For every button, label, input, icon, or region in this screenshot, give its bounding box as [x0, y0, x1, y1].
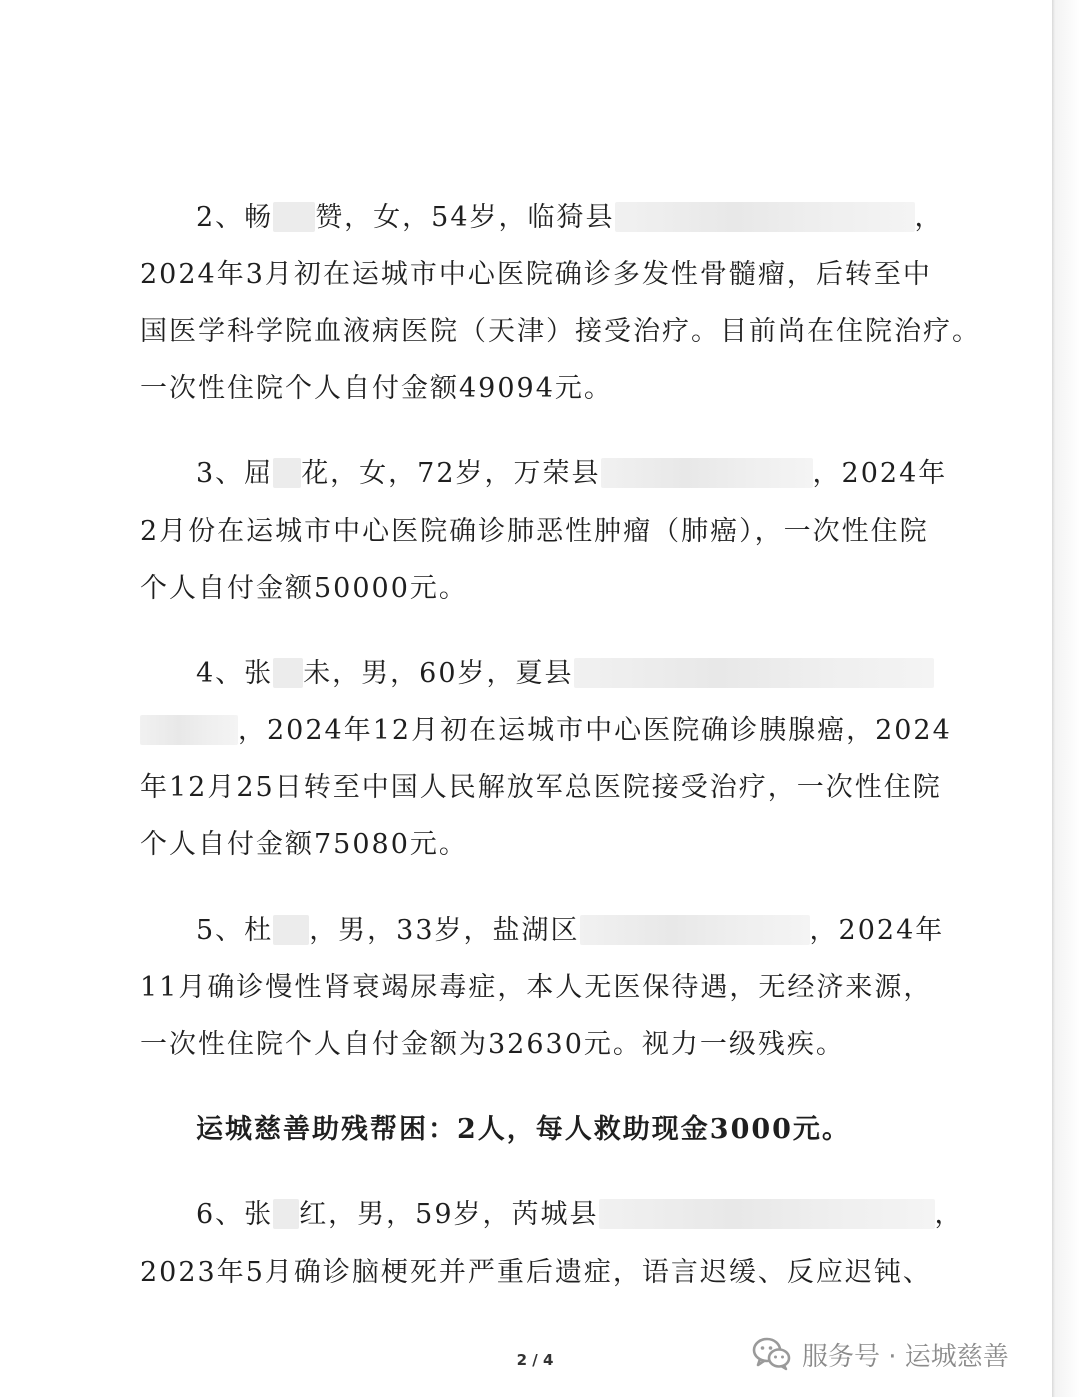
text-segment: 个人自付金额75080元。	[140, 829, 468, 860]
redaction-block	[273, 658, 303, 688]
text-segment: 2024年3月初在运城市中心医院确诊多发性骨髓瘤，后转至中	[140, 259, 932, 290]
text-line	[140, 1255, 930, 1291]
text-line	[140, 571, 930, 607]
text-segment: 国医学科学院血液病医院（天津）接受治疗。目前尚在住院治疗。	[140, 316, 981, 347]
text-segment: 2023年5月确诊脑梗死并严重后遗症，语言迟缓、反应迟钝、	[140, 1257, 932, 1288]
text-segment: 个人自付金额50000元。	[140, 573, 468, 604]
wechat-icon	[752, 1337, 792, 1371]
page-number: 2 / 4	[516, 1351, 554, 1369]
text-segment: ，2024年12月初在运城市中心医院确诊胰腺癌，2024	[238, 715, 952, 746]
text-line	[140, 970, 933, 1006]
text-segment: ，2024年	[812, 458, 948, 489]
text-segment: 花，女，72岁，万荣县	[301, 458, 601, 489]
text-segment: 5、杜	[196, 915, 274, 946]
redaction-block	[615, 202, 915, 232]
text-line	[140, 371, 930, 407]
text-segment: 11月确诊慢性肾衰竭尿毒症，本人无医保待遇，无经济来源，	[140, 972, 933, 1003]
text-segment: ，男，33岁，盐湖区	[309, 915, 580, 946]
redaction-block	[140, 715, 238, 745]
text-segment: 一次性住院个人自付金额为32630元。视力一级残疾。	[140, 1029, 845, 1060]
text-line	[140, 1027, 930, 1063]
text-line	[196, 913, 986, 949]
text-segment: 2月份在运城市中心医院确诊肺恶性肿瘤（肺癌），一次性住院	[140, 516, 929, 547]
text-segment: ，	[914, 202, 944, 233]
text-segment: 一次性住院个人自付金额49094元。	[140, 373, 613, 404]
text-segment: ，	[934, 1199, 964, 1230]
text-segment: 红，男，59岁，芮城县	[299, 1199, 599, 1230]
section-heading	[196, 1112, 986, 1148]
watermark	[752, 1334, 1009, 1374]
text-line	[140, 257, 930, 293]
redaction-block	[273, 1199, 299, 1229]
text-line	[196, 1197, 986, 1233]
text-line	[140, 713, 952, 749]
text-segment: 4、张	[196, 658, 274, 689]
redaction-block	[574, 658, 934, 688]
text-line	[140, 827, 930, 863]
text-segment: 2、畅	[196, 202, 274, 233]
text-segment: 6、张	[196, 1199, 274, 1230]
page-edge-shadow	[1055, 0, 1080, 1397]
text-segment: 运城慈善助残帮困：2人，每人救助现金3000元。	[196, 1114, 851, 1145]
redaction-block	[580, 915, 810, 945]
text-segment: 赞，女，54岁，临猗县	[315, 202, 615, 233]
redaction-block	[599, 1199, 935, 1229]
text-line	[196, 456, 986, 492]
text-segment: ，2024年	[809, 915, 945, 946]
text-segment: 未，男，60岁，夏县	[303, 658, 574, 689]
redaction-block	[273, 458, 301, 488]
text-segment: 年12月25日转至中国人民解放军总医院接受治疗，一次性住院	[140, 772, 942, 803]
redaction-block	[273, 202, 315, 232]
text-line	[196, 656, 986, 692]
text-line	[140, 514, 930, 550]
text-line	[140, 770, 942, 806]
text-line	[140, 314, 981, 350]
redaction-block	[601, 458, 813, 488]
text-segment: 3、屈	[196, 458, 274, 489]
text-line	[196, 200, 986, 236]
watermark-text: 服务号 · 运城慈善	[802, 1341, 1009, 1372]
redaction-block	[273, 915, 309, 945]
